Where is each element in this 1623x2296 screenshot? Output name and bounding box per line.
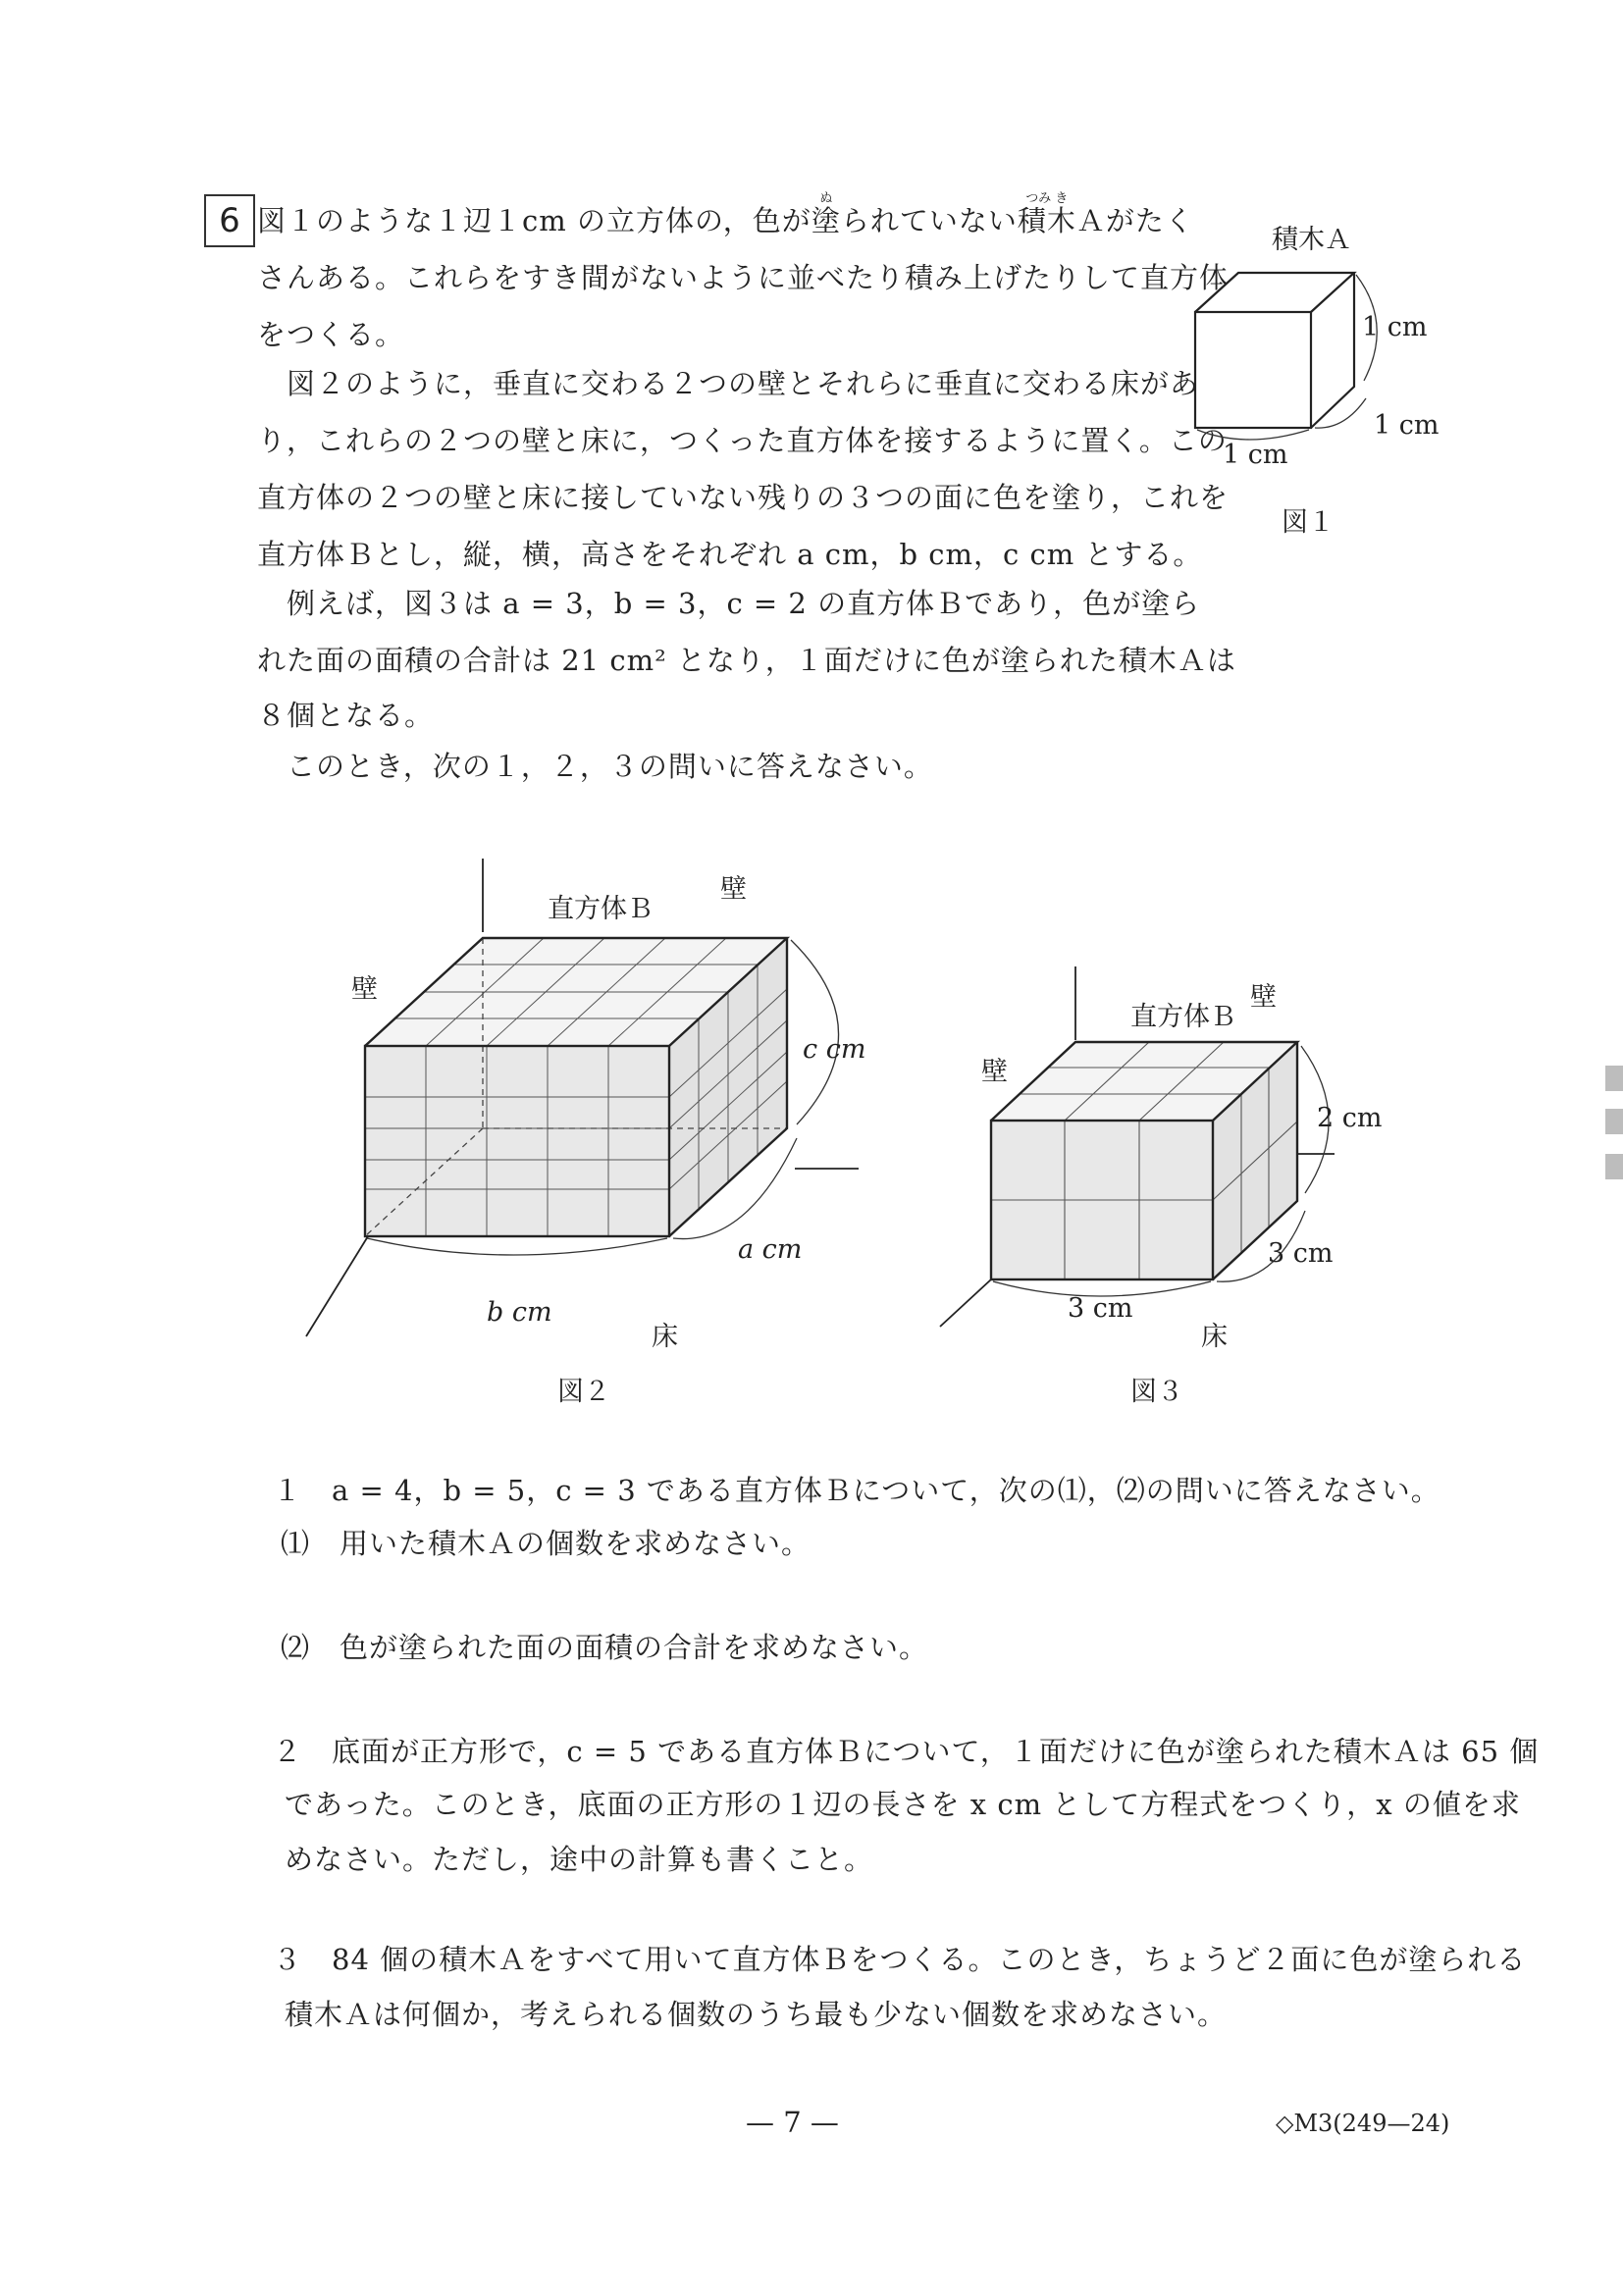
para2-line-4: 直方体Ｂとし，縦，横，高さをそれぞれ a cm，b cm，c cm とする。 xyxy=(257,538,1203,571)
para2-line-3: 直方体の２つの壁と床に接していない残りの３つの面に色を塗り，これを xyxy=(257,481,1230,514)
edge-mark-1 xyxy=(1605,1066,1623,1091)
figure3-depth-label: 3 cm xyxy=(1268,1238,1334,1269)
figure2-b-label: b cm xyxy=(487,1297,552,1328)
page-number: — 7 — xyxy=(746,2106,839,2139)
question-1-1: ⑴ 用いた積木Ａの個数を求めなさい。 xyxy=(281,1527,812,1560)
cube-width-arc xyxy=(1197,430,1309,440)
box2-front-face xyxy=(365,1046,669,1236)
figure1-caption: 図１ xyxy=(1282,507,1335,538)
figure3-wall-left: 壁 xyxy=(981,1057,1008,1087)
figure2-caption: 図２ xyxy=(557,1377,610,1407)
ruby-tsumiki-base: 積木 xyxy=(1017,204,1076,237)
figure2-c-label: c cm xyxy=(803,1034,866,1065)
intro-line-1-a: 図１のような１辺１cm の立方体の，色が xyxy=(257,204,812,237)
ruby-tsumiki xyxy=(1018,192,1076,249)
figure1-depth-label: 1 cm xyxy=(1374,410,1440,441)
intro-line-2: さんある。これらをすき間がないように並べたり積み上げたりして直方体 xyxy=(257,261,1230,294)
wall-floor-edge-left xyxy=(306,1236,368,1336)
figure3-caption: 図３ xyxy=(1130,1377,1183,1407)
intro-line-1-b: られていない xyxy=(840,204,1018,237)
question-2-line-3: めなさい。ただし，途中の計算も書くこと。 xyxy=(285,1843,874,1876)
para3-line-2: れた面の面積の合計は 21 cm² となり，１面だけに色が塗られた積木Ａは xyxy=(257,644,1236,677)
wall3-floor-edge-left xyxy=(940,1279,991,1327)
intro-line-1 xyxy=(257,192,1194,249)
figure1-width-label: 1 cm xyxy=(1223,440,1288,470)
question-1-2: ⑵ 色が塗られた面の面積の合計を求めなさい。 xyxy=(281,1631,929,1664)
cube-right-face xyxy=(1311,273,1354,428)
question-3-line-1: ３ 84 個の積木Ａをすべて用いて直方体Ｂをつくる。このとき，ちょうど２面に色が塗られる xyxy=(273,1943,1527,1976)
edge-mark-3 xyxy=(1605,1154,1623,1179)
ruby-nu xyxy=(812,192,841,249)
figure3-floor-label: 床 xyxy=(1201,1322,1228,1352)
question-3-line-2: 積木Ａは何個か，考えられる個数のうち最も少ない個数を求めなさい。 xyxy=(285,1998,1228,2031)
question-2-line-2: であった。このとき，底面の正方形の１辺の長さを x cm として方程式をつくり，x の値を求 xyxy=(285,1788,1521,1821)
figure2-a-label: a cm xyxy=(738,1234,803,1265)
figure3-width-label: 3 cm xyxy=(1068,1293,1133,1324)
edge-mark-2 xyxy=(1605,1109,1623,1134)
figure2-wall-left: 壁 xyxy=(351,974,378,1005)
figure2-floor-label: 床 xyxy=(652,1322,678,1352)
figure3-box xyxy=(922,962,1335,1334)
intro-line-3: をつくる。 xyxy=(257,318,405,351)
figure2-wall-right: 壁 xyxy=(720,874,747,905)
cube-depth-arc xyxy=(1315,398,1366,428)
para2-line-2: り，これらの２つの壁と床に，つくった直方体を接するように置く。この xyxy=(257,424,1228,457)
para4: このとき，次の１，２，３の問いに答えなさい。 xyxy=(257,750,933,783)
cube-front-face xyxy=(1195,312,1311,428)
para3-line-3: ８個となる。 xyxy=(257,699,435,732)
ruby-nu-base: 塗 xyxy=(811,204,841,237)
figure2-box-label: 直方体Ｂ xyxy=(548,894,654,924)
intro-line-1-c: Ａがたく xyxy=(1075,204,1194,237)
ruby-nu-reading: ぬ xyxy=(819,191,833,206)
figure1-height-label: 1 cm xyxy=(1362,312,1428,342)
ruby-tsumiki-reading: つみ き xyxy=(1025,191,1069,206)
document-code: ◇M3(249—24) xyxy=(1276,2110,1450,2137)
figure3-height-label: 2 cm xyxy=(1317,1103,1383,1133)
figure3-box-label: 直方体Ｂ xyxy=(1130,1002,1236,1032)
figure3-wall-right: 壁 xyxy=(1250,982,1277,1013)
question-2-line-1: ２ 底面が正方形で，c = 5 である直方体Ｂについて，１面だけに色が塗られた積木Ａは 65 個 xyxy=(273,1735,1540,1768)
para2-line-1: 図２のように，垂直に交わる２つの壁とそれらに垂直に交わる床があ xyxy=(257,367,1200,400)
question-1: １ a = 4，b = 5，c = 3 である直方体Ｂについて，次の⑴，⑵の問いに答えなさい。 xyxy=(273,1474,1440,1507)
cube-top-face xyxy=(1195,273,1354,312)
problem-number: 6 xyxy=(204,194,255,247)
para3-line-1: 例えば，図３は a = 3，b = 3，c = 2 の直方体Ｂであり，色が塗ら xyxy=(257,587,1201,620)
figure1-title: 積木Ａ xyxy=(1272,225,1351,255)
